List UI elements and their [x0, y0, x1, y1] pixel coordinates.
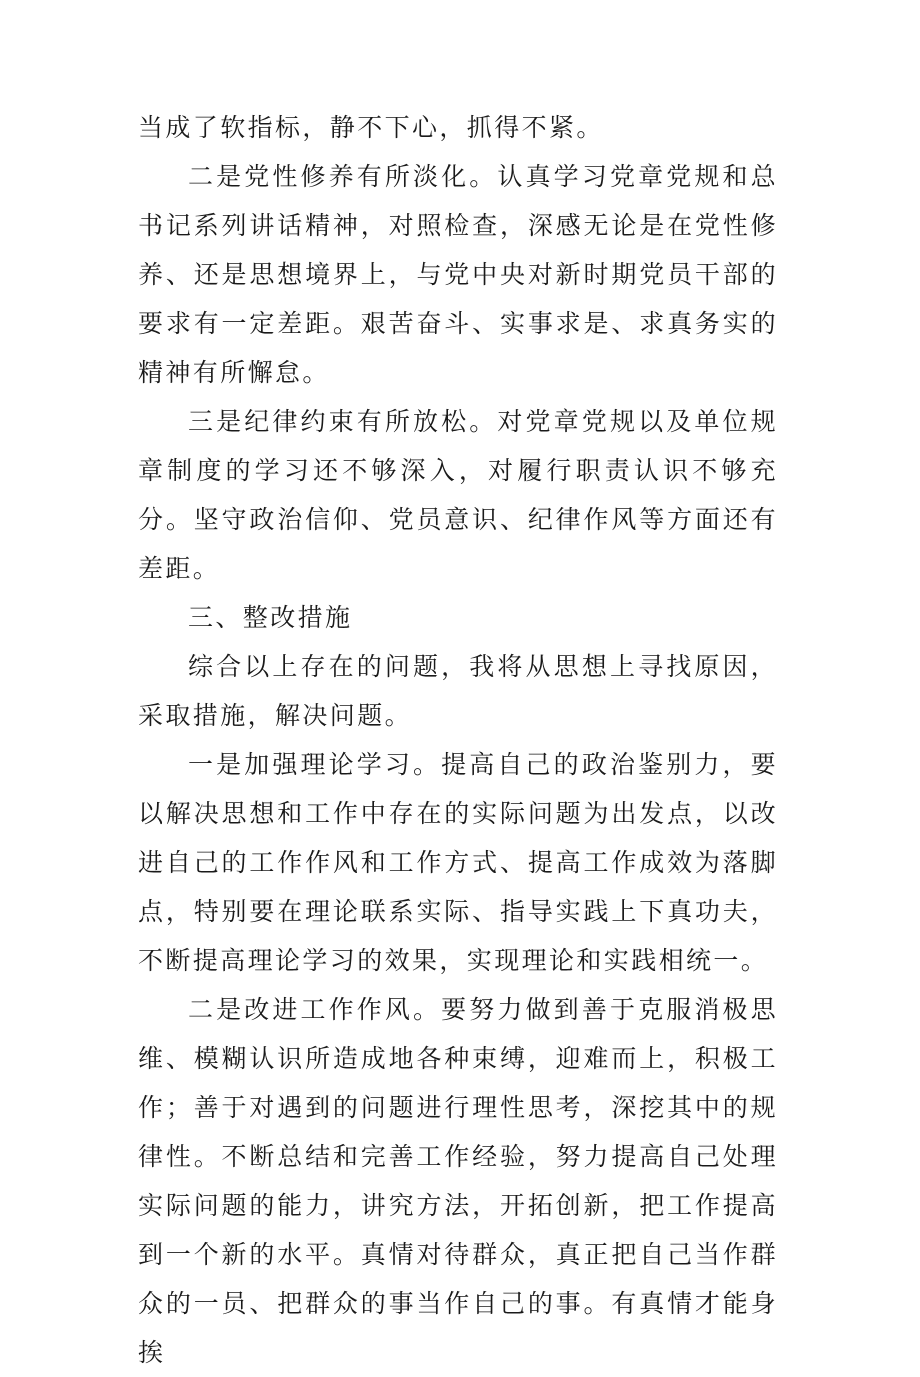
paragraph-continuation: 当成了软指标，静不下心，抓得不紧。 [138, 113, 604, 142]
paragraph-discipline: 三是纪律约束有所放松。对党章党规以及单位规章制度的学习还不够深入，对履行职责认识不够充分。坚守政治信仰、党员意识、纪律作风等方面还有差距。 [138, 407, 778, 583]
paragraph-theory-study: 一是加强理论学习。提高自己的政治鉴别力，要以解决思想和工作中存在的实际问题为出发点，以改进自己的工作作风和工作方式、提高工作成效为落脚点，特别要在理论联系实际、指导实践上下真功夫，不断提高理论学习的效果，实现理论和实践相统一。 [138, 750, 778, 975]
document-body [138, 103, 778, 1377]
paragraph-work-style: 二是改进工作作风。要努力做到善于克服消极思维、模糊认识所造成地各种束缚，迎难而上，积极工作；善于对遇到的问题进行理性思考，深挖其中的规律性。不断总结和完善工作经验，努力提高自己处理实际问题的能力，讲究方法，开拓创新，把工作提高到一个新的水平。真情对待群众，真正把自己当作群众的一员、把群众的事当作自己的事。有真情才能身挨 [138, 995, 778, 1367]
paragraph-party-spirit: 二是党性修养有所淡化。认真学习党章党规和总书记系列讲话精神，对照检查，深感无论是在党性修养、还是思想境界上，与党中央对新时期党员干部的要求有一定差距。艰苦奋斗、实事求是、求真务实的精神有所懈怠。 [138, 162, 778, 387]
paragraph-summary: 综合以上存在的问题，我将从思想上寻找原因，采取措施，解决问题。 [138, 652, 778, 730]
section-heading-rectification: 三、整改措施 [188, 603, 353, 632]
